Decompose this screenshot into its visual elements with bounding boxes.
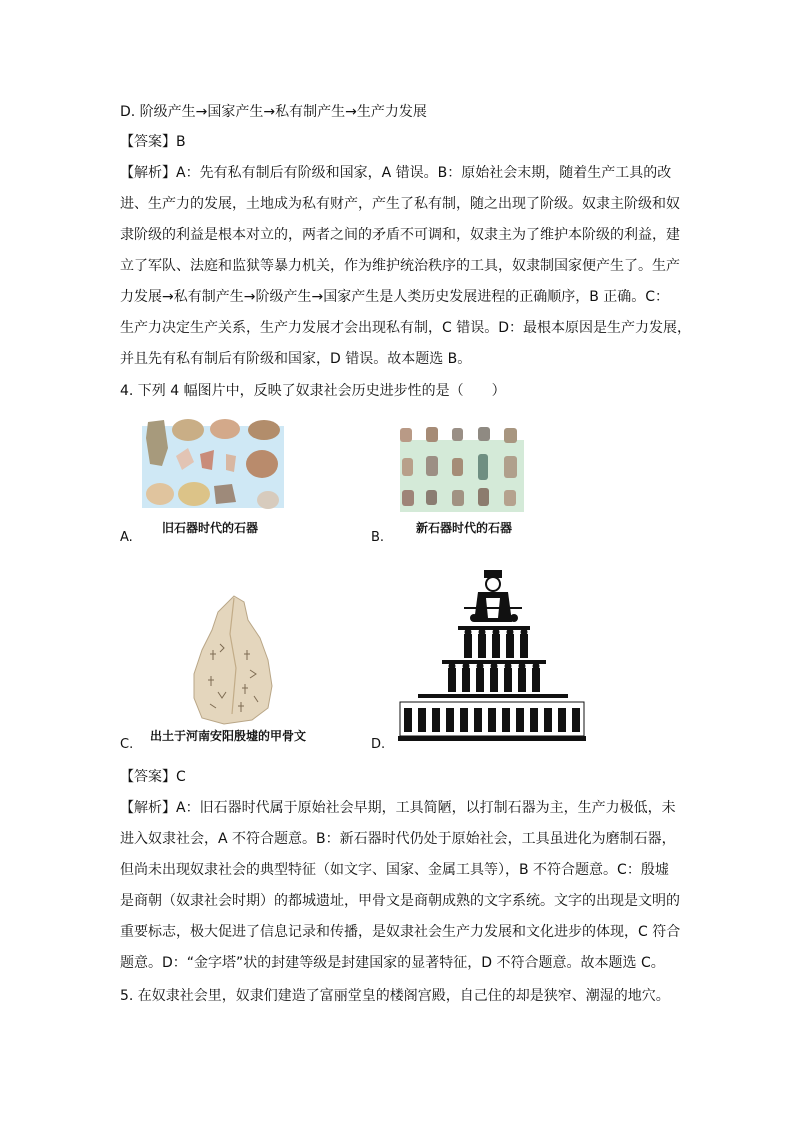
question-text: 5. 在奴隶社会里，奴隶们建造了富丽堂皇的楼阁宫殿，自己住的却是狭窄、潮湿的地穴。 xyxy=(120,988,670,1004)
option-c-caption: 出土于河南安阳殷墟的甲骨文 xyxy=(150,729,307,743)
explanation-line: 隶阶级的利益是根本对立的，两者之间的矛盾不可调和，奴隶主为了维护本阶级的利益，建 xyxy=(120,227,680,243)
explanation-line: 立了军队、法庭和监狱等暴力机关，作为维护统治秩序的工具，奴隶制国家便产生了。生产 xyxy=(120,258,680,274)
option-d-letter: D. xyxy=(371,737,386,752)
option-b-caption: 新石器时代的石器 xyxy=(416,521,513,535)
explanation-line: 力发展→私有制产生→阶级产生→国家产生是人类历史发展进程的正确顺序，B 正确。C： xyxy=(120,289,670,305)
option-a-letter: A. xyxy=(120,530,133,545)
explanation-line: 并且先有私有制后有阶级和国家，D 错误。故本题选 B。 xyxy=(120,351,472,367)
answer-label: 【答案】C xyxy=(120,769,186,785)
explanation-line: 重要标志，极大促进了信息记录和传播，是奴隶社会生产力发展和文化进步的体现，C 符合 xyxy=(120,924,681,940)
explanation-line: 是商朝（奴隶社会时期）的都城遗址，甲骨文是商朝成熟的文字系统。文字的出现是文明的 xyxy=(120,893,680,909)
explanation-line: 但尚未出现奴隶社会的典型特征（如文字、国家、金属工具等），B 不符合题意。C：殷墟 xyxy=(120,862,669,878)
explanation-line: 进、生产力的发展，土地成为私有财产，产生了私有制，随之出现了阶级。奴隶主阶级和奴 xyxy=(120,196,680,212)
explanation-line: 生产力决定生产关系，生产力发展才会出现私有制，C 错误。D：最根本原因是生产力发展， xyxy=(120,320,692,336)
option-c-image xyxy=(188,594,276,726)
explanation-line: 题意。D：“金字塔”状的封建等级是封建国家的显著特征，D 不符合题意。故本题选 C。 xyxy=(120,955,665,971)
option-a-image xyxy=(142,418,284,516)
option-b-letter: B. xyxy=(371,530,385,545)
explanation-line: 【解析】A：先有私有制后有阶级和国家，A 错误。B：原始社会末期，随着生产工具的改 xyxy=(120,165,672,181)
option-d-text: D. 阶级产生→国家产生→私有制产生→生产力发展 xyxy=(120,104,427,120)
explanation-line: 【解析】A：旧石器时代属于原始社会早期，工具简陋，以打制石器为主，生产力极低，未 xyxy=(120,800,676,816)
option-d-image xyxy=(394,568,590,744)
question-text: 4. 下列 4 幅图片中，反映了奴隶社会历史进步性的是（ ） xyxy=(120,383,506,399)
option-b-image xyxy=(396,422,528,514)
option-c-letter: C. xyxy=(120,737,134,752)
answer-label: 【答案】B xyxy=(120,134,186,150)
option-a-caption: 旧石器时代的石器 xyxy=(162,521,259,535)
explanation-line: 进入奴隶社会，A 不符合题意。B：新石器时代仍处于原始社会，工具虽进化为磨制石器， xyxy=(120,831,676,847)
